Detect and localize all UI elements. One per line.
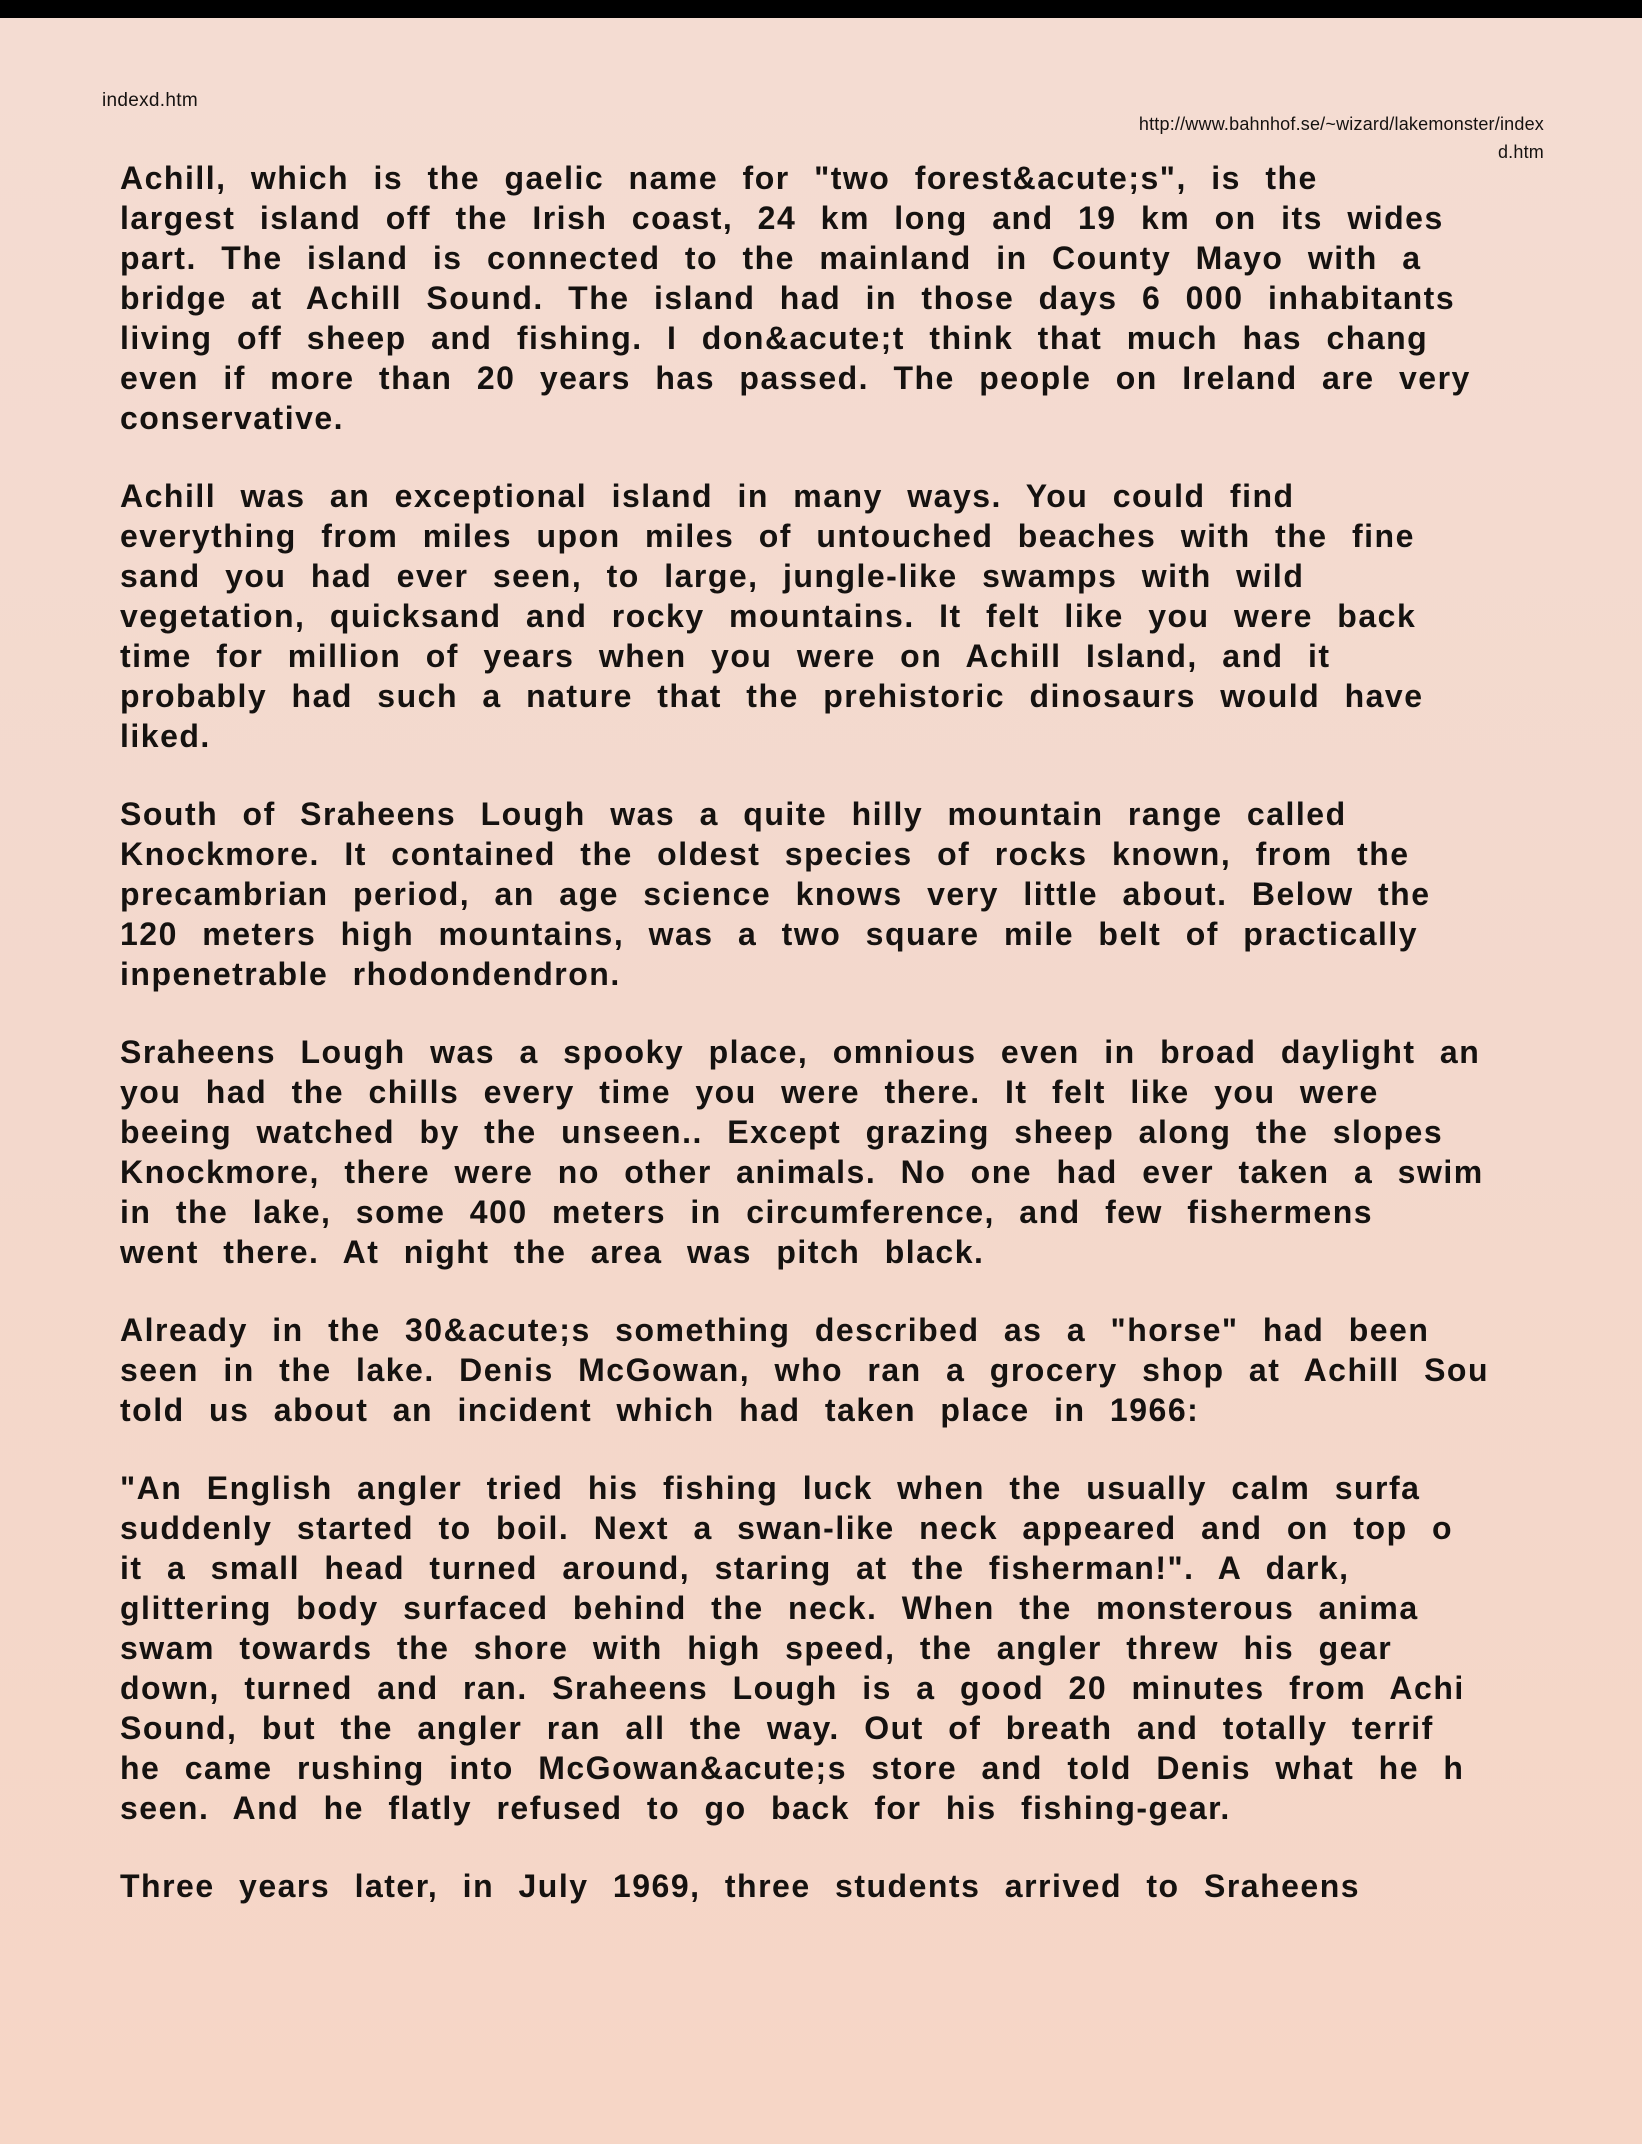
text-line: living off sheep and fishing. I don&acute;t think that much has chang — [120, 320, 1429, 356]
text-line: Sound, but the angler ran all the way. Out of breath and totally terrif — [120, 1710, 1434, 1746]
text-line: 120 meters high mountains, was a two square mile belt of practically — [120, 916, 1419, 952]
text-line: Sraheens Lough was a spooky place, omnious even in broad daylight an — [120, 1034, 1481, 1070]
text-line: probably had such a nature that the prehistoric dinosaurs would have — [120, 678, 1424, 714]
text-line: told us about an incident which had taken place in 1966: — [120, 1392, 1200, 1428]
text-line: Already in the 30&acute;s something described as a "horse" had been — [120, 1312, 1430, 1348]
paragraph — [120, 1866, 1560, 1906]
text-line: he came rushing into McGowan&acute;s store and told Denis what he h — [120, 1750, 1465, 1786]
text-line: seen in the lake. Denis McGowan, who ran a grocery shop at Achill Sou — [120, 1352, 1490, 1388]
text-line: vegetation, quicksand and rocky mountains. It felt like you were back — [120, 598, 1417, 634]
text-line: Three years later, in July 1969, three students arrived to Sraheens — [120, 1868, 1361, 1904]
text-line: Knockmore. It contained the oldest species of rocks known, from the — [120, 836, 1410, 872]
text-line: precambrian period, an age science knows very little about. Below the — [120, 876, 1431, 912]
page-url-line-1: http://www.bahnhof.se/~wizard/lakemonster/index — [1138, 114, 1544, 134]
text-line: everything from miles upon miles of untouched beaches with the fine — [120, 518, 1415, 554]
page-filename: indexd.htm — [102, 90, 198, 111]
paragraph — [120, 1032, 1560, 1272]
text-line: South of Sraheens Lough was a quite hilly mountain range called — [120, 796, 1347, 832]
text-line: you had the chills every time you were there. It felt like you were — [120, 1074, 1379, 1110]
text-line: suddenly started to boil. Next a swan-like neck appeared and on top o — [120, 1510, 1454, 1546]
text-line: part. The island is connected to the mainland in County Mayo with a — [120, 240, 1422, 276]
text-line: time for million of years when you were on Achill Island, and it — [120, 638, 1331, 674]
text-line: swam towards the shore with high speed, the angler threw his gear — [120, 1630, 1393, 1666]
text-line: "An English angler tried his fishing luck when the usually calm surfa — [120, 1470, 1421, 1506]
text-line: Achill was an exceptional island in many ways. You could find — [120, 478, 1295, 514]
text-line: largest island off the Irish coast, 24 km long and 19 km on its wides — [120, 200, 1444, 236]
paragraph — [120, 1468, 1560, 1828]
text-line: even if more than 20 years has passed. The people on Ireland are very — [120, 360, 1471, 396]
text-line: beeing watched by the unseen.. Except grazing sheep along the slopes — [120, 1114, 1444, 1150]
text-line: liked. — [120, 718, 211, 754]
text-line: sand you had ever seen, to large, jungle-like swamps with wild — [120, 558, 1305, 594]
text-line: Achill, which is the gaelic name for "two forest&acute;s", is the — [120, 160, 1318, 196]
text-line: went there. At night the area was pitch black. — [120, 1234, 985, 1270]
text-line: bridge at Achill Sound. The island had in those days 6 000 inhabitants — [120, 280, 1456, 316]
text-line: it a small head turned around, staring at the fisherman!". A dark, — [120, 1550, 1350, 1586]
paragraph — [120, 476, 1560, 756]
paragraph — [120, 794, 1560, 994]
text-line: conservative. — [120, 400, 345, 436]
text-line: inpenetrable rhodondendron. — [120, 956, 621, 992]
page-url-line-2: d.htm — [1497, 142, 1544, 162]
article-body — [120, 158, 1560, 1944]
text-line: Knockmore, there were no other animals. No one had ever taken a swim — [120, 1154, 1484, 1190]
text-line: glittering body surfaced behind the neck. When the monsterous anima — [120, 1590, 1419, 1626]
text-line: in the lake, some 400 meters in circumference, and few fishermens — [120, 1194, 1374, 1230]
text-line: down, turned and ran. Sraheens Lough is a good 20 minutes from Achi — [120, 1670, 1465, 1706]
text-line: seen. And he flatly refused to go back for his fishing-gear. — [120, 1790, 1231, 1826]
printed-page — [0, 18, 1642, 2144]
paragraph — [120, 1310, 1560, 1430]
paragraph — [120, 158, 1560, 438]
